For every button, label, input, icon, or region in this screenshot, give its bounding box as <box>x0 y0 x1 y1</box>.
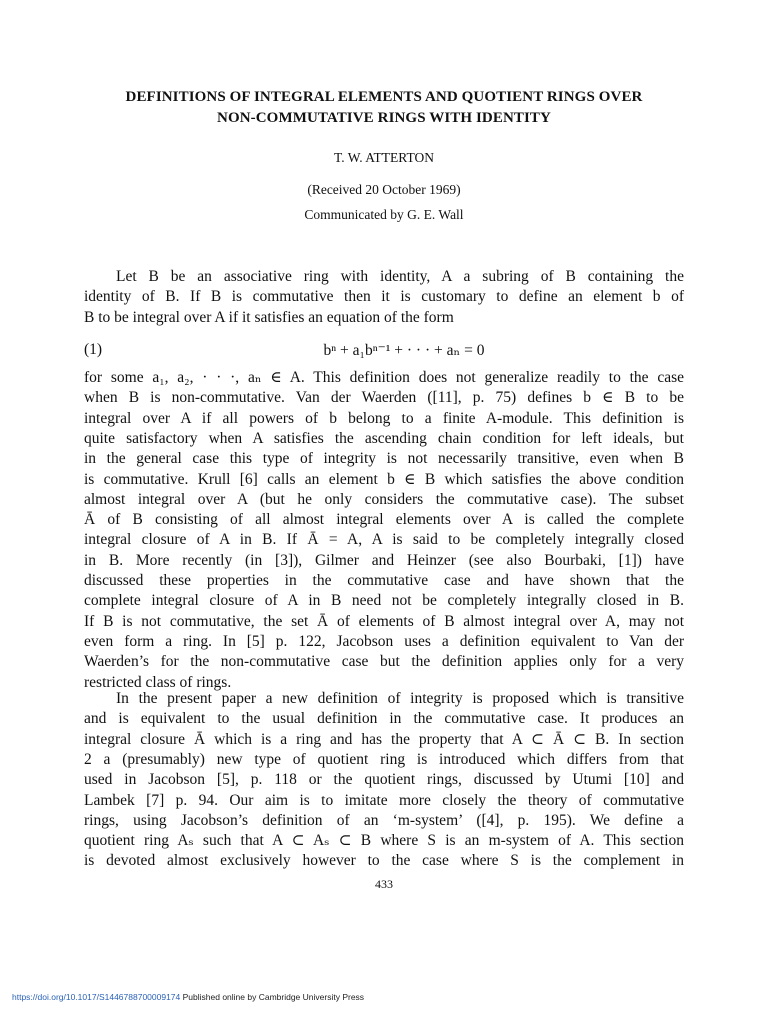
footer-text: Published online by Cambridge University Press <box>180 992 365 1002</box>
paragraph3-line: rings, using Jacobson’s definition of an ‘m-system’ ([4], p. 195). We define a <box>84 811 684 829</box>
paragraph2-line: integral closure of A in B. If Ā = A, A is said to be completely integrally closed <box>84 531 684 549</box>
paragraph3-line: 2 a (presumably) new type of quotient ring is introduced which differs from that <box>84 750 684 768</box>
paragraph3-line: and is equivalent to the usual definition in the commutative case. It produces an <box>84 710 684 728</box>
received-date: (Received 20 October 1969) <box>307 182 461 197</box>
paragraph2-line: complete integral closure of A in B need not be completely integrally closed in B. <box>84 592 684 610</box>
doi-link[interactable]: https://doi.org/10.1017/S1446788700009174 <box>12 992 181 1002</box>
paragraph1-line: Let B be an associative ring with identity, A a subring of B containing the <box>116 268 684 285</box>
paragraph3-line: integral closure Ā which is a ring and has the property that A ⊂ Ā ⊂ B. In section <box>84 730 684 748</box>
paragraph2-line: when B is non-commutative. Van der Waerden ([11], p. 75) defines b ∈ B to be <box>84 389 684 407</box>
equation-label: (1) <box>84 341 103 358</box>
paragraph3-line: In the present paper a new definition of integrity is proposed which is transitive <box>116 690 684 707</box>
paragraph2-line: Ā of B consisting of all almost integral elements over A is called the complete <box>84 511 684 529</box>
title-line-2: NON-COMMUTATIVE RINGS WITH IDENTITY <box>217 110 551 126</box>
paragraph1-line: B to be integral over A if it satisfies an equation of the form <box>84 308 454 326</box>
footer <box>12 992 364 1002</box>
paragraph2-line: for some a₁, a₂, · · ·, aₙ ∈ A. This definition does not generalize readily to the case <box>84 369 684 386</box>
paragraph3-line: used in Jacobson [5], p. 118 or the quotient rings, discussed by Utumi [10] and <box>84 771 684 789</box>
title-line-1: DEFINITIONS OF INTEGRAL ELEMENTS AND QUOTIENT RINGS OVER <box>125 89 643 105</box>
paragraph2-line: integral over A if all powers of b belong to a finite A-module. This definition is <box>84 409 684 427</box>
paragraph1-line: identity of B. If B is commutative then it is customary to define an element b of <box>84 288 684 306</box>
communicated-by: Communicated by G. E. Wall <box>304 207 464 222</box>
paragraph2-line: even form a ring. In [5] p. 122, Jacobson uses a definition equivalent to Van der <box>84 632 684 650</box>
paragraph3-line: Lambek [7] p. 94. Our aim is to imitate more closely the theory of commutative <box>84 791 684 809</box>
paragraph2-line: quite satisfactory when A satisfies the ascending chain condition for left ideals, but <box>84 429 684 447</box>
paragraph3-line: quotient ring Aₛ such that A ⊂ Aₛ ⊂ B where S is an m-system of A. This section <box>84 832 684 850</box>
paragraph2-line: in the general case this type of integrity is not necessarily transitive, even when B <box>84 450 684 468</box>
paragraph2-line: Waerden’s for the non-commutative case but the definition applies only for a very <box>84 653 684 671</box>
author: T. W. ATTERTON <box>334 150 434 165</box>
paragraph2-line: discussed these properties in the commutative case and have shown that the <box>84 572 684 589</box>
paragraph2-line: in B. More recently (in [3]), Gilmer and Heinzer (see also Bourbaki, [1]) have <box>84 551 684 569</box>
paragraph2-line: is commutative. Krull [6] calls an element b ∈ B which satisfies the above condition <box>84 470 684 488</box>
paragraph2-line: If B is not commutative, the set Ā of elements of B almost integral over A, may not <box>84 612 684 630</box>
page-number: 433 <box>375 877 393 891</box>
equation: bⁿ + a₁bⁿ⁻¹ + · · · + aₙ = 0 <box>323 342 485 359</box>
paragraph3-line: is devoted almost exclusively however to the case where S is the complement in <box>84 852 684 870</box>
paragraph2-line: restricted class of rings. <box>84 673 232 691</box>
paragraph2-line: almost integral over A (but he only considers the commutative case). The subset <box>84 490 684 508</box>
paper-title <box>60 87 708 129</box>
